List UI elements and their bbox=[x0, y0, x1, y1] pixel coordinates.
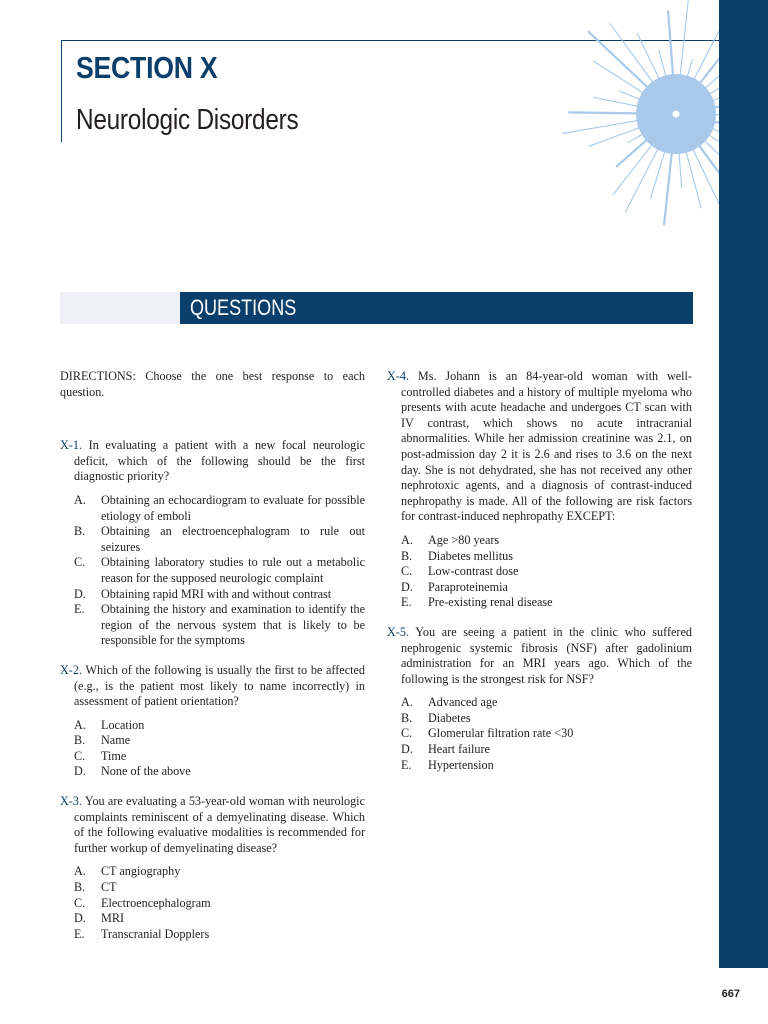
answer-option bbox=[387, 742, 692, 758]
question-text: You are seeing a patient in the clinic who suffered nephrogenic systemic fibrosis (NSF) after gadolinium administration for an MRI years ago. Which of the following is the strongest risk for NSF? bbox=[401, 624, 692, 686]
option-letter: A. bbox=[74, 864, 86, 879]
answer-options bbox=[387, 533, 692, 611]
option-text: Location bbox=[101, 717, 145, 732]
option-letter: B. bbox=[401, 548, 413, 563]
option-letter: B. bbox=[74, 733, 86, 748]
option-letter: A. bbox=[74, 717, 86, 732]
option-text: Paraproteinemia bbox=[428, 579, 508, 594]
option-letter: A. bbox=[74, 492, 86, 507]
question-x-2 bbox=[60, 663, 365, 780]
option-text: Heart failure bbox=[428, 742, 490, 757]
option-text: Transcranial Dopplers bbox=[101, 926, 210, 941]
answer-option bbox=[60, 764, 365, 780]
question-x-3 bbox=[60, 794, 365, 942]
option-letter: E. bbox=[74, 926, 85, 941]
option-text: Advanced age bbox=[428, 695, 498, 710]
answer-option bbox=[387, 758, 692, 774]
answer-options bbox=[387, 695, 692, 773]
option-letter: D. bbox=[74, 911, 86, 926]
directions-text: DIRECTIONS: Choose the one best response to each question. bbox=[60, 369, 365, 399]
header-left-rule bbox=[61, 40, 62, 142]
option-letter: B. bbox=[401, 710, 413, 725]
answer-option bbox=[60, 911, 365, 927]
answer-option bbox=[387, 711, 692, 727]
answer-option bbox=[60, 587, 365, 603]
option-letter: D. bbox=[401, 579, 413, 594]
option-text: Diabetes bbox=[428, 710, 471, 725]
option-letter: A. bbox=[401, 532, 413, 547]
option-text: Obtaining the history and examination to identify the region of the nervous system that is likely to be responsible for the symptoms bbox=[101, 602, 365, 648]
option-text: CT bbox=[101, 880, 117, 895]
option-text: Glomerular filtration rate <30 bbox=[428, 726, 574, 741]
section-subtitle: Neurologic Disorders bbox=[76, 104, 299, 136]
option-letter: A. bbox=[401, 695, 413, 710]
option-letter: E. bbox=[74, 602, 85, 617]
option-text: None of the above bbox=[101, 764, 191, 779]
answer-option bbox=[60, 896, 365, 912]
answer-option bbox=[60, 493, 365, 524]
question-x-5 bbox=[387, 625, 692, 773]
answer-option bbox=[60, 524, 365, 555]
question-stem bbox=[387, 625, 692, 687]
question-number: X-3. bbox=[60, 794, 83, 809]
answer-option bbox=[60, 602, 365, 649]
option-text: Obtaining laboratory studies to rule out a metabolic reason for the supposed neurologic complaint bbox=[101, 555, 365, 585]
question-stem bbox=[60, 663, 365, 710]
answer-option bbox=[60, 718, 365, 734]
option-text: Obtaining an electroencephalogram to rule out seizures bbox=[101, 524, 365, 554]
option-text: Time bbox=[101, 748, 127, 763]
questions-heading: QUESTIONS bbox=[190, 295, 297, 320]
option-text: Obtaining an echocardiogram to evaluate for possible etiology of emboli bbox=[101, 492, 365, 523]
decorative-starburst bbox=[520, 0, 719, 280]
question-text: Ms. Johann is an 84-year-old woman with well-controlled diabetes and a history of multiple myeloma who presents with acute headache and undergoes CT scan with IV contrast, which shows no acute intracranial abnormalities. While her admission creatinine was 2.1, on post-admission day 2 it is 2.6 and rises to 3.6 on the next day. She is not dehydrated, she has not received any other nephrotoxic agents, and a diagnosis of contrast-induced nephropathy is made. All of the following are risk factors for contrast-induced nephropathy EXCEPT: bbox=[401, 369, 692, 524]
question-stem bbox=[60, 438, 365, 485]
option-letter: E. bbox=[401, 595, 412, 610]
option-text: Diabetes mellitus bbox=[428, 548, 513, 563]
option-text: Obtaining rapid MRI with and without contrast bbox=[101, 586, 332, 601]
option-letter: D. bbox=[401, 742, 413, 757]
answer-option bbox=[60, 555, 365, 586]
side-color-bar bbox=[719, 0, 768, 968]
questions-band-left bbox=[60, 292, 180, 324]
section-title: SECTION X bbox=[76, 50, 218, 85]
option-letter: B. bbox=[74, 524, 86, 539]
answer-option bbox=[387, 580, 692, 596]
question-x-1 bbox=[60, 438, 365, 649]
option-letter: C. bbox=[74, 748, 86, 763]
option-text: CT angiography bbox=[101, 864, 181, 879]
option-letter: C. bbox=[74, 555, 86, 570]
option-letter: D. bbox=[74, 586, 86, 601]
answer-options bbox=[60, 718, 365, 780]
question-text: You are evaluating a 53-year-old woman with neurologic complaints reminiscent of a demyelinating disease. Which of the following evaluative modalities is recommended for further workup of demyelinating disease? bbox=[74, 794, 365, 855]
answer-option bbox=[60, 880, 365, 896]
page-number: 667 bbox=[721, 988, 740, 1000]
left-column bbox=[60, 369, 365, 956]
option-letter: E. bbox=[401, 757, 412, 772]
option-letter: C. bbox=[401, 564, 413, 579]
question-stem bbox=[60, 794, 365, 856]
question-text: Which of the following is usually the first to be affected (e.g., is the patient most likely to name incorrectly) in assessment of patient orientation? bbox=[74, 662, 366, 709]
option-letter: B. bbox=[74, 880, 86, 895]
answer-option bbox=[60, 864, 365, 880]
option-letter: D. bbox=[74, 764, 86, 779]
answer-option bbox=[387, 564, 692, 580]
answer-option bbox=[60, 749, 365, 765]
answer-option bbox=[387, 533, 692, 549]
question-number: X-5. bbox=[387, 624, 410, 639]
option-text: Age >80 years bbox=[428, 532, 500, 547]
option-letter: C. bbox=[74, 895, 86, 910]
question-text: In evaluating a patient with a new focal neurologic deficit, which of the following should be the first diagnostic priority? bbox=[74, 438, 365, 484]
option-text: MRI bbox=[101, 911, 125, 926]
right-column bbox=[387, 369, 692, 787]
question-x-4 bbox=[387, 369, 692, 611]
option-text: Low-contrast dose bbox=[428, 564, 519, 579]
answer-option bbox=[60, 927, 365, 943]
answer-option bbox=[387, 595, 692, 611]
option-text: Hypertension bbox=[428, 757, 494, 772]
question-number: X-4. bbox=[387, 369, 410, 383]
answer-option bbox=[387, 726, 692, 742]
question-stem bbox=[387, 369, 692, 525]
question-number: X-1. bbox=[60, 438, 83, 453]
answer-option bbox=[60, 733, 365, 749]
option-text: Pre-existing renal disease bbox=[428, 595, 553, 610]
answer-option bbox=[387, 549, 692, 565]
option-text: Electroencephalogram bbox=[101, 895, 211, 910]
option-letter: C. bbox=[401, 726, 413, 741]
question-number: X-2. bbox=[60, 662, 83, 677]
answer-option bbox=[387, 695, 692, 711]
answer-options bbox=[60, 493, 365, 649]
option-text: Name bbox=[101, 733, 131, 748]
answer-options bbox=[60, 864, 365, 942]
